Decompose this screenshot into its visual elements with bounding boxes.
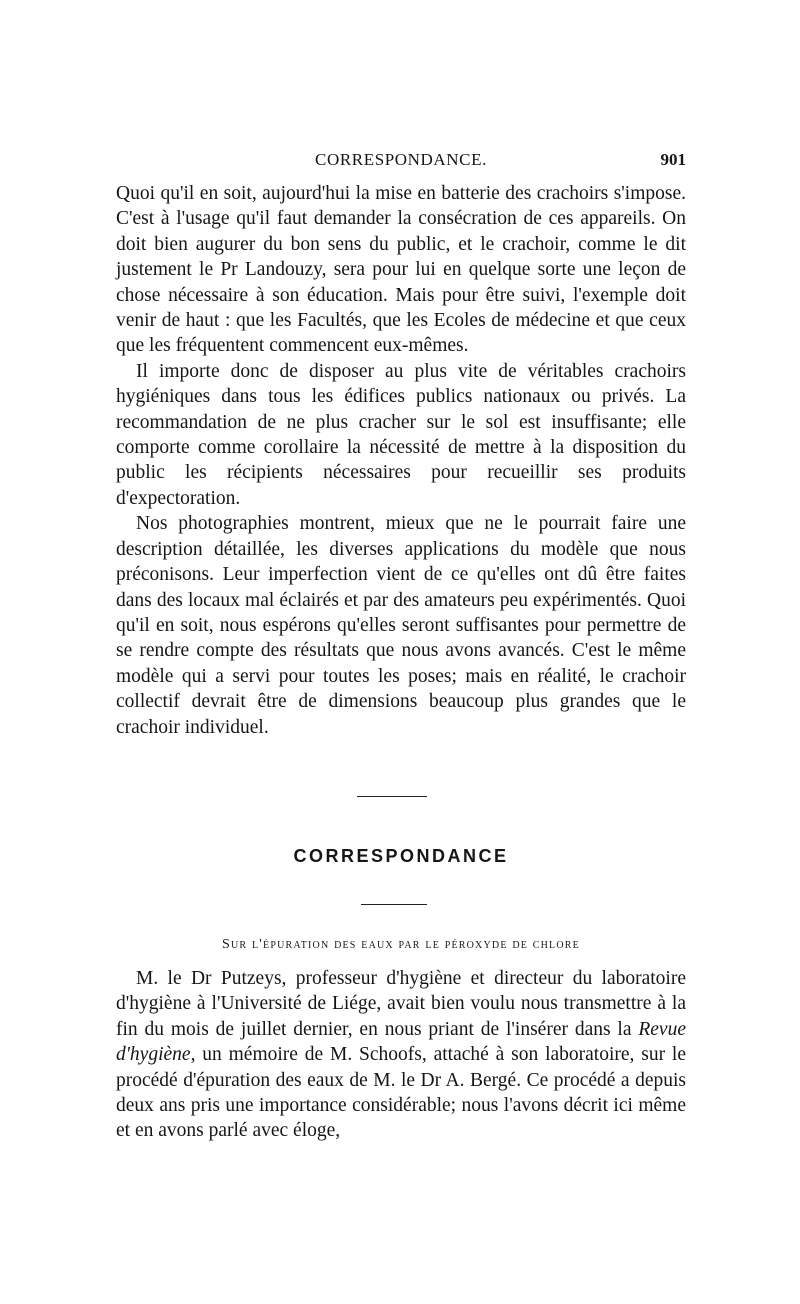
paragraph: Il importe donc de disposer au plus vite de véritables crachoirs hygiéniques dans tous les édifices publics nationaux ou privés. La recommandation de ne plus cracher sur le sol est insuffisante; elle comporte comme corollaire la nécessité de mettre à la disposition du public les récipients nécessaires pour recueillir ses produits d'expectoration. [116,360,686,509]
paragraph: Nos photographies montrent, mieux que ne le pourrait faire une description détaillée, les diverses applications du modèle que nous préconisons. Leur imperfection vient de ce qu'elles ont dû être faites dans des locaux mal éclairés et par des amateurs peu expérimentés. Quoi qu'il en soit, nous espérons qu'elles seront suffisantes pour permettre de se rendre compte des résultats que nous avons avancés. C'est le même modèle qui a servi pour toutes les poses; mais en réalité, le crachoir collectif devrait être de dimensions beaucoup plus grandes que le crachoir individuel. [116,513,686,738]
section-title: CORRESPONDANCE [293,846,509,866]
paragraph [116,966,686,1144]
journal-title: Revue d'hygiène [116,1018,686,1066]
correspondence-text [116,966,686,1144]
page-number: 901 [660,150,686,169]
title-underline [361,904,427,905]
section-divider [357,796,427,797]
article-conclusion [116,181,686,740]
running-header [116,146,686,174]
running-title: CORRESPONDANCE. [315,150,487,169]
article-subtitle: Sur l'épuration des eaux par le péroxyde de chlore [222,937,580,952]
paragraph-text: M. le Dr Putzeys, professeur d'hygiène et directeur du laboratoire d'hygiène à l'Université de Liége, avait bien voulu nous transmettre à la fin du mois de juillet dernier, en nous priant de l'insérer dans la [116,968,686,1040]
paragraph: Quoi qu'il en soit, aujourd'hui la mise en batterie des crachoirs s'impose. C'est à l'usage qu'il faut demander la consécration de ces appareils. On doit bien augurer du bon sens du public, et le crachoir, comme le dit justement le Pr Landouzy, sera pour lui en quelque sorte une leçon de chose nécessaire à son éducation. Mais pour être suivi, l'exemple doit venir de haut : que les Facultés, que les Ecoles de médecine et que ceux que les fréquentent commencent eux-mêmes. [116,183,686,357]
paragraph-text: , un mémoire de M. Schoofs, attaché à son laboratoire, sur le procédé d'épuration des eaux de M. le Dr A. Bergé. Ce procédé a depuis deux ans pris une importance considérable; nous l'avons décrit ici même et en avons parlé avec éloge, [116,1044,686,1142]
